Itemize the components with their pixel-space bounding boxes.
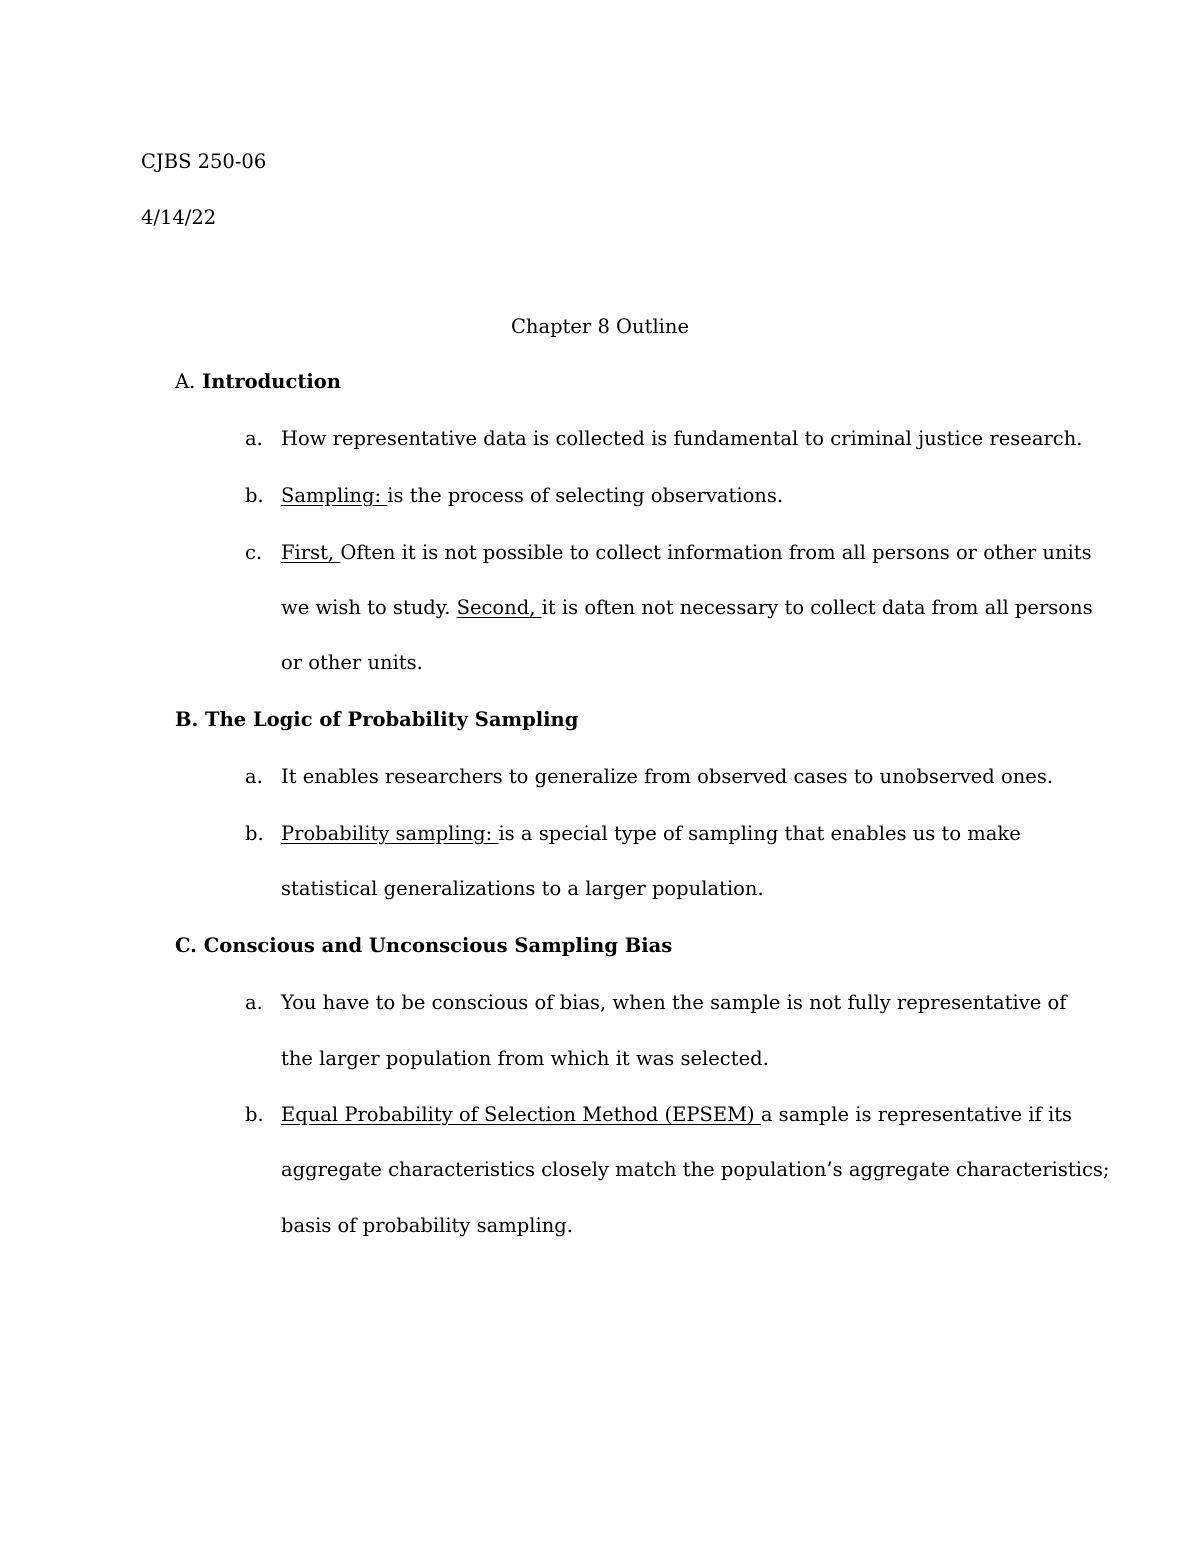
list-item-continuation: [281, 598, 1093, 618]
term-second: Second,: [456, 596, 542, 619]
list-item-continuation: aggregate characteristics closely match the population’s aggregate characteristics;: [281, 1158, 1110, 1181]
term-first: First,: [281, 541, 341, 564]
list-item-continuation: basis of probability sampling.: [281, 1214, 573, 1237]
section-heading-logic: B. The Logic of Probability Sampling: [175, 708, 579, 731]
term-probability-sampling: Probability sampling:: [281, 822, 499, 845]
list-marker: a.: [245, 991, 263, 1014]
document-date: 4/14/22: [141, 206, 217, 229]
list-item-text: You have to be conscious of bias, when the sample is not fully representative of: [281, 991, 1067, 1014]
list-marker: a.: [245, 765, 263, 788]
list-item-continuation: or other units.: [281, 651, 423, 674]
section-label: A.: [175, 370, 196, 393]
term-sampling: Sampling:: [281, 484, 388, 507]
item-text-line: Often it is not possible to collect information from all persons or other units: [340, 541, 1092, 564]
list-item-text: [281, 486, 783, 506]
list-item-continuation: statistical generalizations to a larger population.: [281, 877, 764, 900]
section-title: Introduction: [202, 370, 341, 393]
list-item-continuation: the larger population from which it was selected.: [281, 1047, 769, 1070]
list-item-text: [281, 1105, 1072, 1125]
list-marker: c.: [245, 541, 263, 564]
list-item-text: [281, 543, 1092, 563]
item-text-line: we wish to study.: [281, 596, 457, 619]
list-marker: a.: [245, 427, 263, 450]
definition-text: a sample is representative if its: [760, 1103, 1073, 1126]
list-item-text: [281, 824, 1021, 844]
definition-text: is a special type of sampling that enables us to make: [498, 822, 1021, 845]
page-title: Chapter 8 Outline: [510, 315, 690, 338]
course-code: CJBS 250-06: [141, 150, 267, 173]
list-item-text: It enables researchers to generalize from observed cases to unobserved ones.: [281, 765, 1054, 788]
section-heading-introduction: [175, 372, 341, 392]
term-epsem: Equal Probability of Selection Method (EPSEM): [281, 1103, 761, 1126]
list-item-text: How representative data is collected is fundamental to criminal justice research.: [281, 427, 1083, 450]
definition-text: is the process of selecting observations.: [387, 484, 784, 507]
list-marker: b.: [245, 484, 264, 507]
item-text-line: it is often not necessary to collect data from all persons: [541, 596, 1093, 619]
list-marker: b.: [245, 822, 264, 845]
list-marker: b.: [245, 1103, 264, 1126]
section-heading-bias: C. Conscious and Unconscious Sampling Bias: [175, 934, 673, 957]
